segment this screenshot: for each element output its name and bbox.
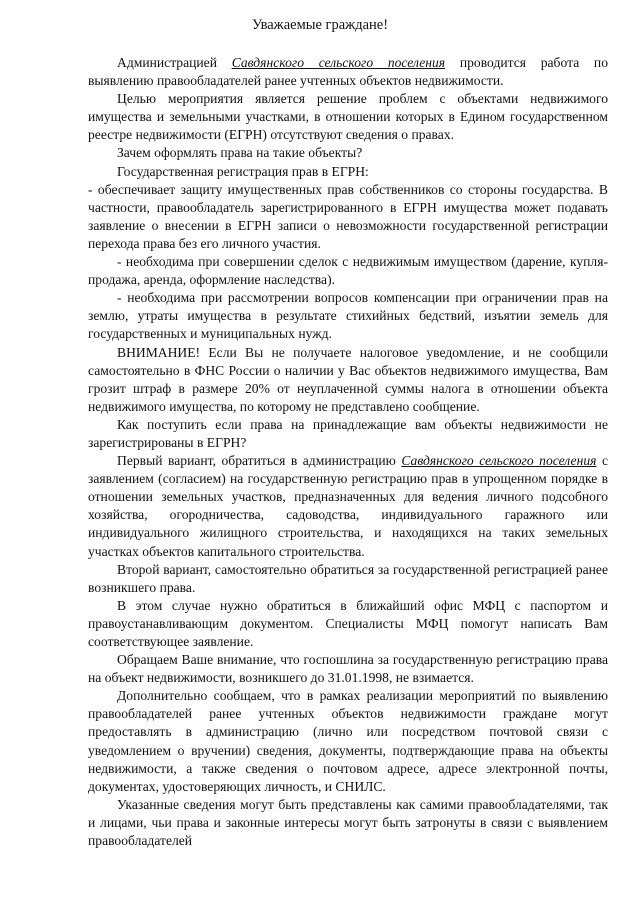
organization-name-2: Савдянского сельского поселения bbox=[401, 453, 597, 469]
paragraph-mfc: В этом случае нужно обратиться в ближайший офис МФЦ с паспортом и правоустанавливающим документом. Специалисты МФЦ помогут написать Вам соответствующее заявление. bbox=[88, 597, 608, 649]
paragraph-registration: Государственная регистрация прав в ЕГРН: bbox=[117, 163, 369, 179]
document-body bbox=[88, 54, 608, 850]
first-option-text-start: Первый вариант, обратиться в администрацию bbox=[117, 453, 402, 469]
first-option-text-end: с заявлением (согласием) на государственную регистрацию прав в упрощенном порядке в отношении земельных участков, предназначенных для ведения личного подсобного хозяйства, огородничества, садоводства, индивидуального гаражного или индивидуального жилищного строительства, и находящихся на таких земельных участках объектов капитального строительства. bbox=[88, 453, 609, 559]
paragraph-benefit-protection: - обеспечивает защиту имущественных прав собственников со стороны государства. В частности, правообладатель зарегистрированного в ЕГРН имущества может подавать заявление о внесении в ЕГРН записи о невозможности государственной регистрации перехода права без его личного участия. bbox=[88, 181, 608, 251]
intro-text-end: проводится работа по выявлению правообладателей ранее учтенных объектов недвижимости. bbox=[88, 55, 608, 89]
paragraph-intro bbox=[88, 54, 608, 90]
paragraph-warning: ВНИМАНИЕ! Если Вы не получаете налоговое уведомление, и не сообщили самостоятельно в ФНС России о наличии у Вас объектов недвижимого имущества, Вам грозит штраф в размере 20% от неуплаченной суммы налога в отношении объекта недвижимого имущества, по которому не представлено сообщение. bbox=[88, 344, 608, 414]
document-title: Уважаемые граждане! bbox=[251, 17, 389, 33]
paragraph-how-to: Как поступить если права на принадлежащие вам объекты недвижимости не зарегистрированы в ЕГРН? bbox=[88, 416, 608, 450]
paragraph-purpose: Целью мероприятия является решение проблем с объектами недвижимого имущества и земельными участками, в отношении которых в Едином государственном реестре недвижимости (ЕГРН) отсутствуют сведения о правах. bbox=[88, 91, 608, 143]
paragraph-fee: Обращаем Ваше внимание, что госпошлина за государственную регистрацию права на объект недвижимости, возникшего до 31.01.1998, не взимается. bbox=[88, 652, 608, 686]
paragraph-question: Зачем оформлять права на такие объекты? bbox=[117, 145, 363, 161]
intro-text-start: Администрацией bbox=[117, 55, 232, 70]
paragraph-additional: Дополнительно сообщаем, что в рамках реализации мероприятий по выявлению правообладателей ранее учтенных объектов недвижимости граждане могут предоставлять в администрацию (лично или посредством почтовой связи с уведомлением о вручении) сведения, документы, подтверждающие права на объекты недвижимости, а также сведения о почтовом адресе, адресе электронной почты, документах, удостоверяющих личность, и СНИЛС. bbox=[88, 688, 608, 794]
paragraph-submitters: Указанные сведения могут быть представлены как самими правообладателями, так и лицами, чьи права и законные интересы могут быть затронуты в связи с выявлением правообладателей bbox=[88, 796, 608, 849]
paragraph-second-option: Второй вариант, самостоятельно обратиться за государственной регистрацией ранее возникшего права. bbox=[88, 561, 608, 595]
paragraph-first-option bbox=[88, 452, 608, 561]
paragraph-benefit-compensation: - необходима при рассмотрении вопросов компенсации при ограничении прав на землю, утраты имущества в результате стихийных бедствий, изъятии земель для государственных и муниципальных нужд. bbox=[88, 290, 608, 342]
organization-name: Савдянского сельского поселения bbox=[231, 55, 446, 70]
paragraph-benefit-deals: - необходима при совершении сделок с недвижимым имуществом (дарение, купля-продажа, аренда, оформление наследства). bbox=[88, 254, 608, 288]
